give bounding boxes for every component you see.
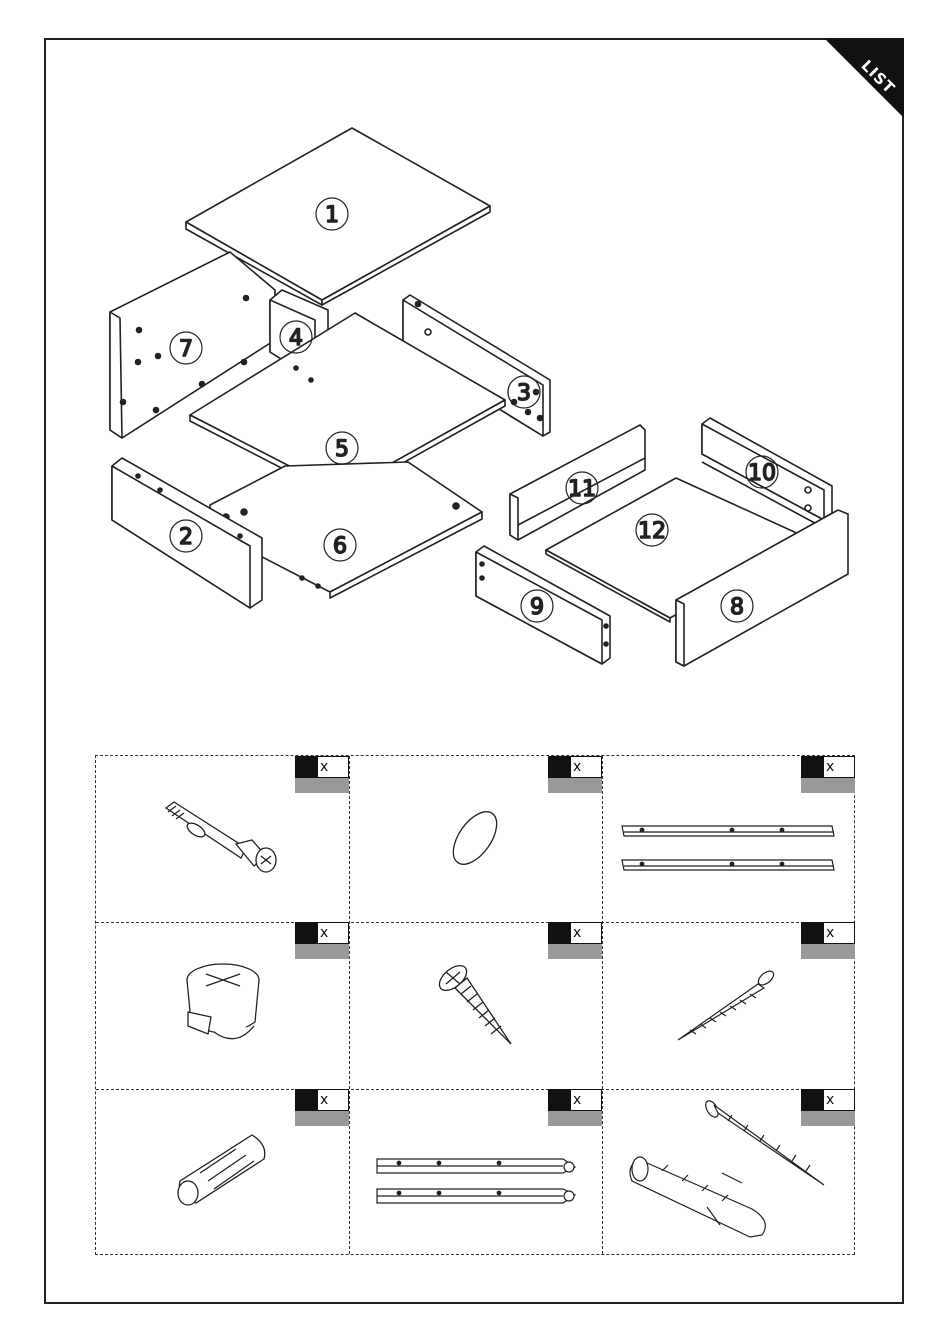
hardware-cell-drawer-runner (349, 1089, 602, 1255)
quantity-box: x (295, 922, 349, 959)
quantity-box: x (801, 922, 855, 959)
short-drawer-rail-icon (602, 756, 855, 922)
long-screw-icon (602, 922, 855, 1088)
hardware-list (95, 755, 855, 1255)
quantity-box: x (295, 1089, 349, 1126)
hardware-cell-cam-bolt (96, 756, 349, 922)
part-label-6: 6 (333, 534, 347, 559)
hardware-cell-dowel (96, 1089, 349, 1255)
part-label-12: 12 (638, 519, 666, 544)
quantity-box: x (801, 756, 855, 793)
corner-tab-label: LIST (857, 56, 899, 98)
quantity-box: x (548, 1089, 602, 1126)
felt-pad-icon (349, 756, 602, 922)
quantity-box: x (801, 1089, 855, 1126)
quantity-box: x (295, 756, 349, 793)
part-label-4: 4 (289, 326, 303, 351)
quantity-box: x (548, 922, 602, 959)
part-label-5: 5 (335, 437, 349, 462)
part-label-8: 8 (730, 595, 744, 620)
cam-bolt-icon (96, 756, 349, 922)
hardware-cell-short-screw (349, 922, 602, 1088)
drawer-runner-icon (349, 1089, 602, 1255)
hardware-cell-cam-lock (96, 922, 349, 1088)
hardware-cell-long-screw (602, 922, 855, 1088)
short-screw-icon (349, 922, 602, 1088)
part-label-10: 10 (748, 461, 776, 486)
hardware-cell-short-rail (602, 756, 855, 922)
hardware-cell-felt-pad (349, 756, 602, 922)
part-label-7: 7 (179, 337, 193, 362)
part-label-1: 1 (325, 203, 339, 228)
part-label-2: 2 (179, 525, 193, 550)
part-label-3: 3 (517, 381, 531, 406)
cam-lock-icon (96, 922, 349, 1088)
hardware-cell-anchor-screw (602, 1089, 855, 1255)
wooden-dowel-icon (96, 1089, 349, 1255)
wall-anchor-screw-icon (602, 1089, 855, 1255)
part-label-9: 9 (530, 595, 544, 620)
part-label-11: 11 (568, 477, 596, 502)
quantity-box: x (548, 756, 602, 793)
